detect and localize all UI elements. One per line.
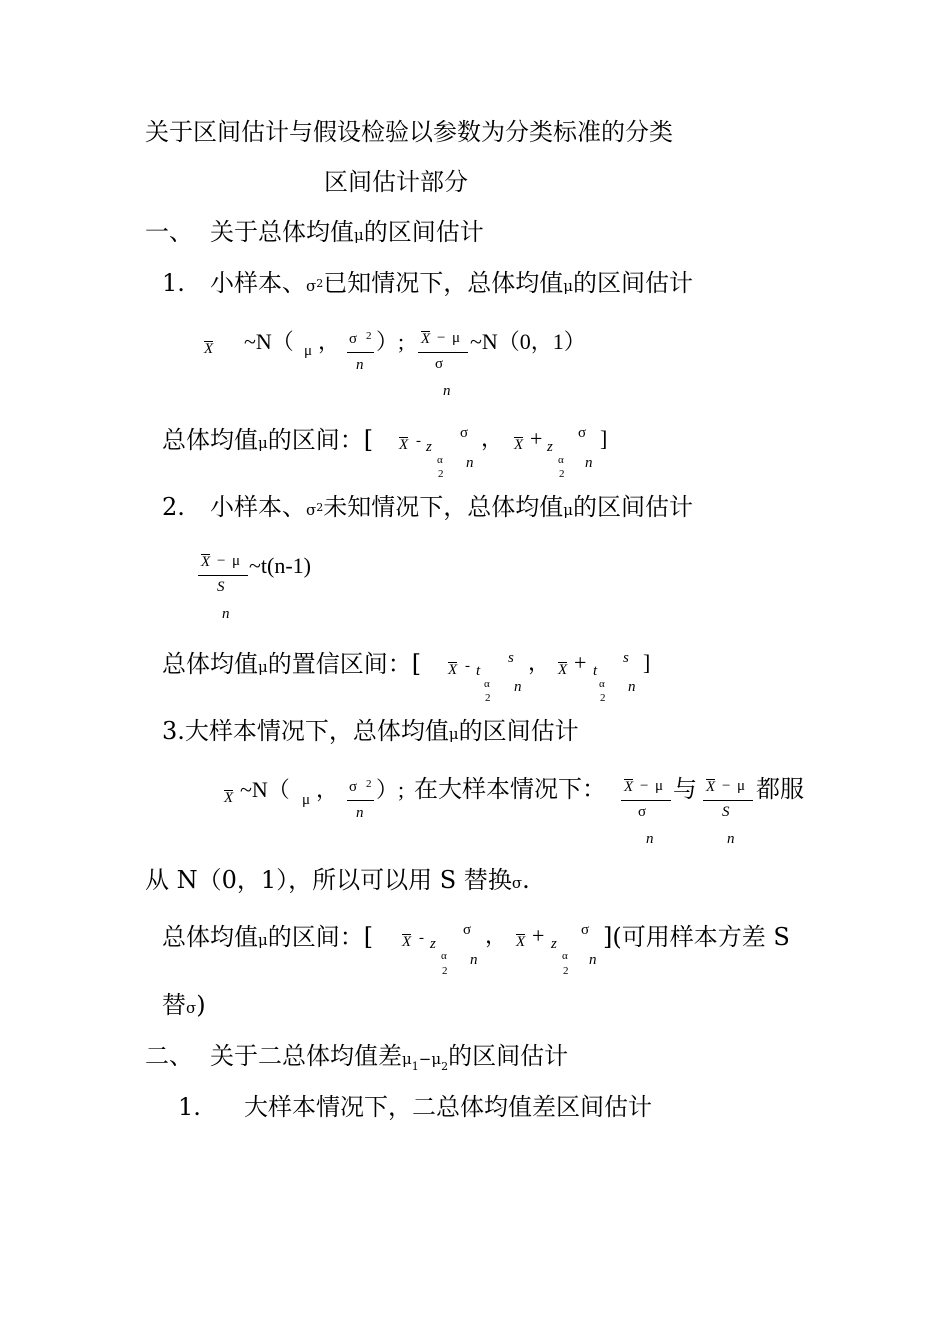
- fraction-bar: [347, 352, 374, 353]
- section-title: 关于二总体均值差$\mu_1-\mu_2$的区间估计: [210, 1042, 569, 1073]
- interval-label: 总体均值μ的区间：[: [162, 923, 374, 951]
- section-number: 一、: [145, 218, 193, 246]
- item-number: 2.: [162, 493, 185, 521]
- fraction-bar: [198, 575, 248, 576]
- sigma-symbol: σ: [306, 277, 317, 295]
- section-title: 关于总体均值μ的区间估计: [210, 218, 484, 246]
- fraction-bar: [347, 800, 374, 801]
- document-title: 关于区间估计与假设检验以参数为分类标准的分类: [145, 118, 673, 146]
- paragraph-continuation: 从 N（0，1），所以可以用 S 替换σ.: [145, 866, 530, 894]
- item-heading: 小样本、σ2未知情况下，总体均值μ的区间估计: [210, 493, 693, 521]
- fraction-bar: [703, 800, 753, 801]
- interval-label: 总体均值μ的置信区间：[: [162, 650, 422, 678]
- item-heading: 3.大样本情况下，总体均值μ的区间估计: [162, 717, 579, 745]
- fraction-bar: [621, 800, 671, 801]
- section-number: 二、: [145, 1042, 193, 1070]
- item-heading: 大样本情况下，二总体均值差区间估计: [244, 1093, 652, 1121]
- item-number: 1.: [162, 269, 185, 297]
- interval-label: 总体均值μ的区间：[: [162, 426, 374, 454]
- mu-symbol: μ: [354, 226, 364, 244]
- mu-symbol: μ: [563, 277, 573, 295]
- fraction-bar: [418, 352, 468, 353]
- item-number: 1.: [178, 1093, 201, 1121]
- item-heading: 小样本、σ2已知情况下，总体均值μ的区间估计: [210, 269, 693, 297]
- paragraph-continuation: 替σ): [162, 991, 206, 1019]
- section-heading: 区间估计部分: [324, 168, 468, 196]
- x-bar: X: [204, 341, 214, 357]
